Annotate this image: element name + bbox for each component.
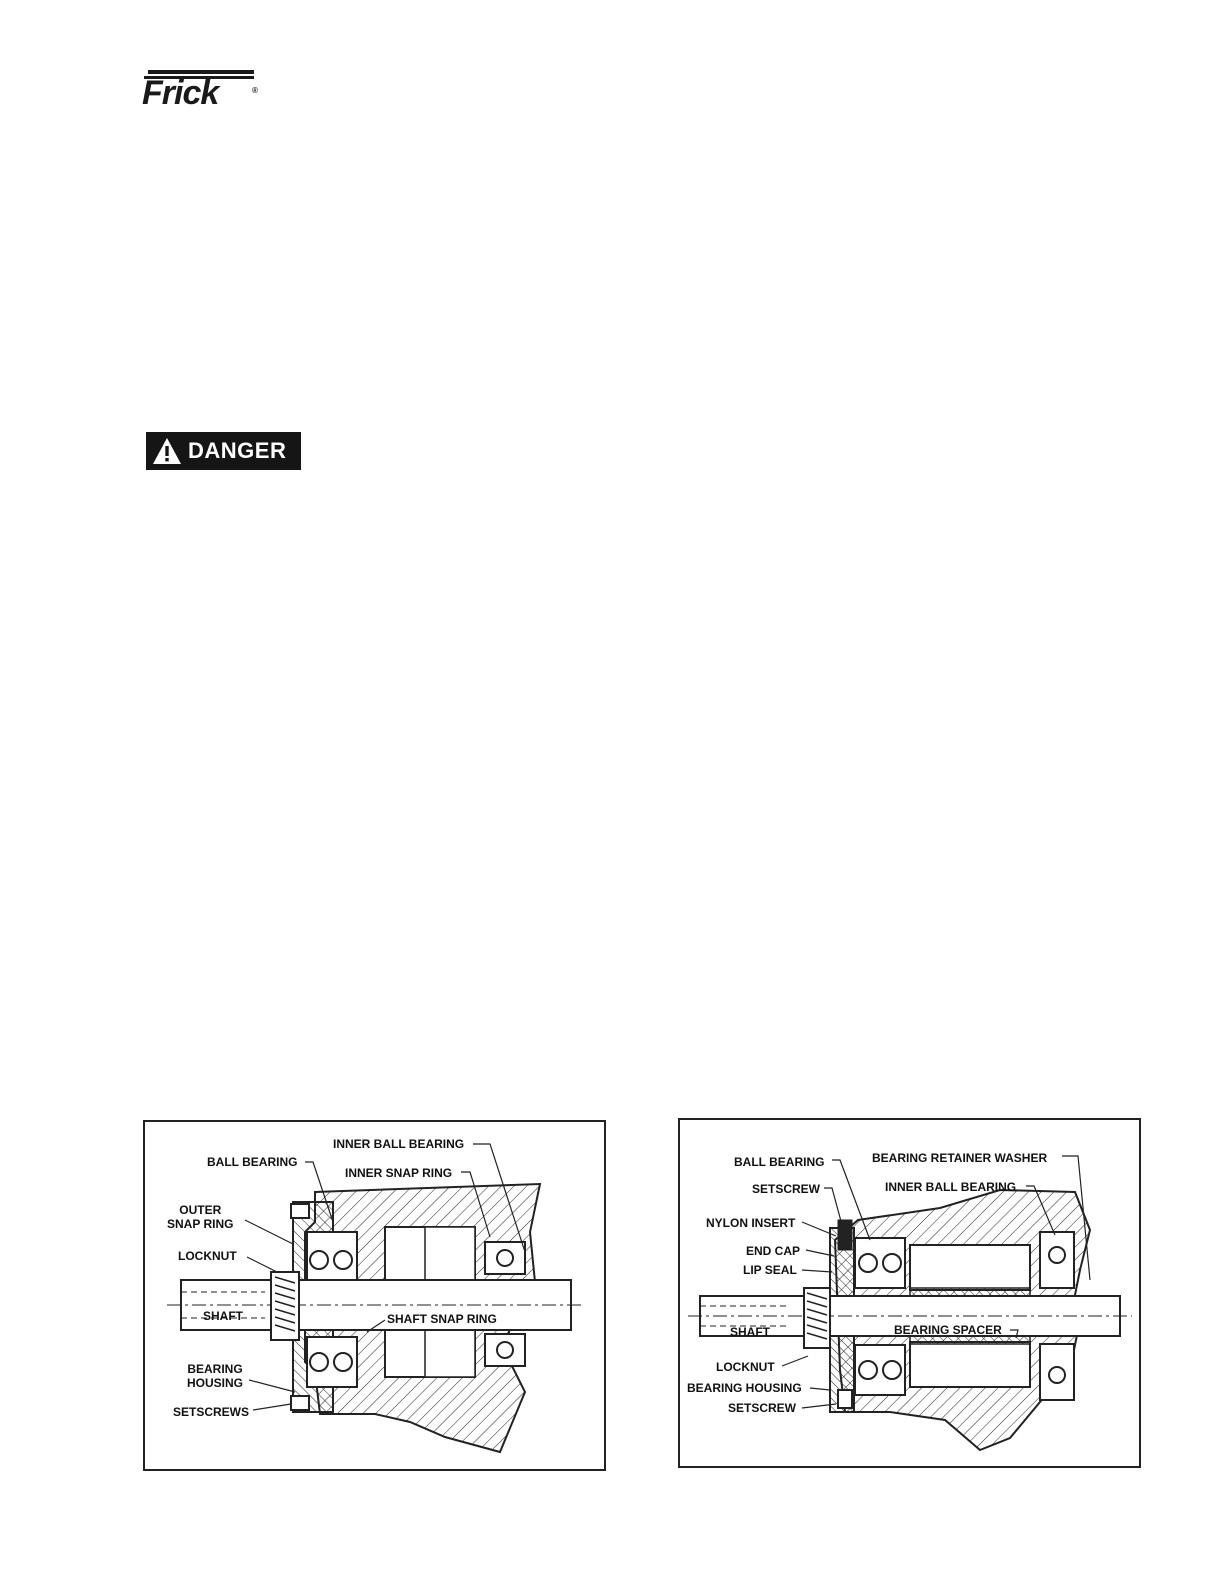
label-bearing-housing: BEARING HOUSING	[687, 1381, 802, 1395]
logo-wordmark: Frick	[142, 74, 219, 112]
figure-bearing-assembly-right	[678, 1118, 1141, 1468]
frick-logo	[140, 66, 270, 110]
label-bearing-retainer-washer: BEARING RETAINER WASHER	[872, 1151, 1048, 1165]
label-end-cap: END CAP	[746, 1244, 801, 1258]
bearing-diagram-right	[680, 1120, 1143, 1470]
label-ball-bearing: BALL BEARING	[734, 1155, 825, 1169]
label-inner-ball-bearing: INNER BALL BEARING	[885, 1180, 1017, 1194]
label-shaft: SHAFT	[730, 1325, 770, 1339]
label-shaft: SHAFT	[203, 1309, 243, 1323]
label-bearing-spacer: BEARING SPACER	[894, 1323, 1002, 1337]
label-nylon-insert: NYLON INSERT	[706, 1216, 796, 1230]
label-ball-bearing: BALL BEARING	[207, 1155, 298, 1169]
figure-bearing-assembly-left	[143, 1120, 606, 1471]
label-setscrews: SETSCREWS	[173, 1405, 250, 1419]
label-locknut: LOCKNUT	[178, 1249, 237, 1263]
label-inner-snap-ring: INNER SNAP RING	[345, 1166, 453, 1180]
label-bearing-housing: BEARING HOUSING	[187, 1362, 244, 1390]
danger-label: DANGER	[188, 438, 287, 463]
label-setscrew-bottom: SETSCREW	[728, 1401, 797, 1415]
logo-registered-mark: ®	[252, 86, 258, 95]
label-outer-snap-ring: OUTER SNAP RING	[167, 1203, 234, 1231]
label-locknut: LOCKNUT	[716, 1360, 775, 1374]
danger-badge	[146, 432, 301, 470]
warning-triangle-icon	[152, 437, 182, 465]
label-lip-seal: LIP SEAL	[743, 1263, 797, 1277]
label-setscrew-top: SETSCREW	[752, 1182, 821, 1196]
label-shaft-snap-ring: SHAFT SNAP RING	[387, 1312, 497, 1326]
label-inner-ball-bearing: INNER BALL BEARING	[333, 1137, 465, 1151]
